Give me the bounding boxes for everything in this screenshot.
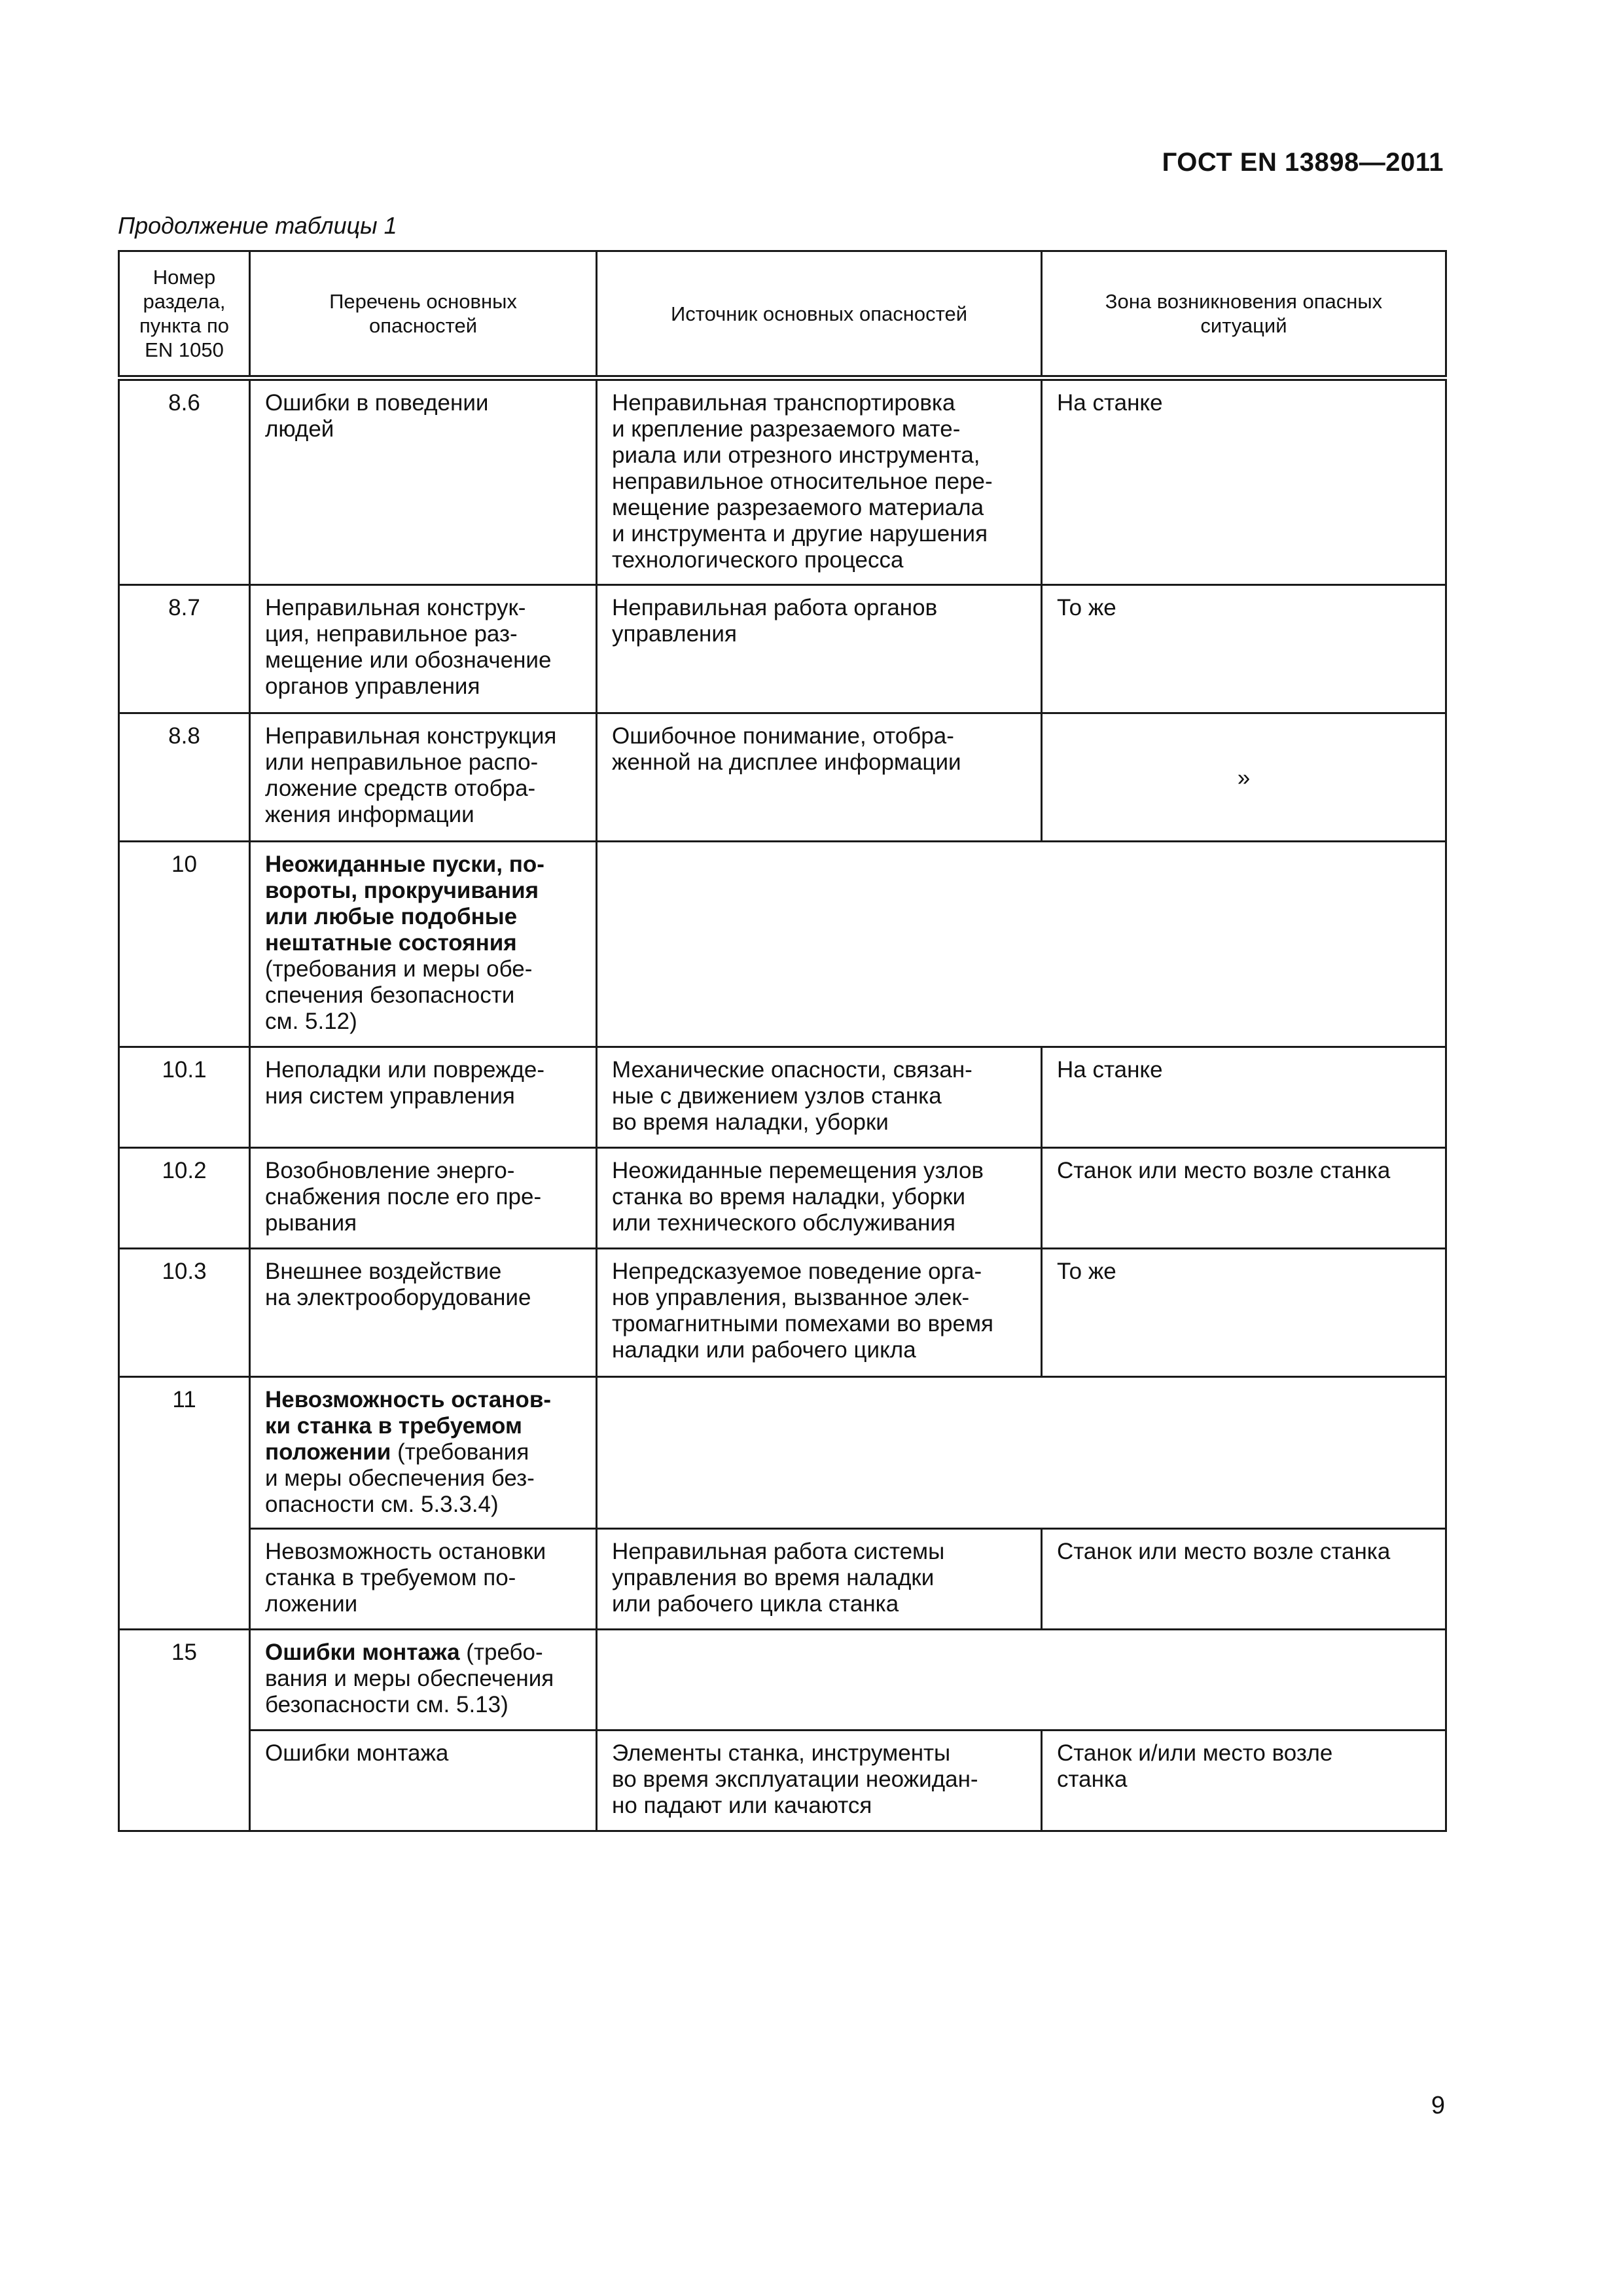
hazard-cell: [250, 585, 597, 713]
zone-cell: [1042, 1047, 1446, 1148]
table-row-section: [119, 842, 1446, 1047]
text-line: Ошибки в поведении: [265, 390, 489, 416]
text-line: технологического процесса: [612, 547, 904, 573]
zone-cell: [1042, 585, 1446, 713]
text-line: Внешнее воздействие: [265, 1259, 502, 1284]
text-line: станка: [1057, 1767, 1128, 1792]
text-line: неправильное относительное пере-: [612, 469, 993, 494]
hazard-section-note: [265, 1666, 581, 1718]
text-line: Ошибки монтажа: [265, 1740, 449, 1766]
text-line: или рабочего цикла станка: [612, 1591, 899, 1617]
text-line: пункта по: [139, 314, 230, 337]
hazard-section-cell: [250, 1630, 597, 1731]
column-header-zone: [1042, 251, 1446, 378]
row-number: 10: [119, 842, 250, 1047]
hazard-section-title-line3: [265, 1439, 581, 1465]
text-line: Неправильная работа органов: [612, 595, 938, 620]
text-line: То же: [1057, 1259, 1116, 1284]
text-line: станка во время наладки, уборки: [612, 1184, 966, 1210]
text-line: Станок или место возле станка: [1057, 1539, 1391, 1564]
text-line: EN 1050: [145, 338, 224, 361]
text-line: Непредсказуемое поведение орга-: [612, 1259, 982, 1284]
text-line: раздела,: [143, 290, 226, 313]
source-cell: [597, 1148, 1042, 1249]
text-line: ные с движением узлов станка: [612, 1083, 942, 1109]
empty-merged-cell: [597, 842, 1446, 1047]
source-cell: [597, 1529, 1042, 1630]
column-header-source: [597, 251, 1042, 378]
row-number: 10.3: [119, 1249, 250, 1377]
row-number: 10.2: [119, 1148, 250, 1249]
text-line: »: [1237, 764, 1251, 791]
hazard-section-title: [265, 852, 581, 956]
zone-cell: [1042, 1529, 1446, 1630]
row-number: 15: [119, 1630, 250, 1831]
table-row: [119, 1148, 1446, 1249]
text-line: Элементы станка, инструменты: [612, 1740, 951, 1766]
text-line: Неполадки или поврежде-: [265, 1057, 545, 1083]
table-body: [119, 378, 1446, 1831]
row-number: 8.8: [119, 713, 250, 842]
source-cell: [597, 1047, 1042, 1148]
table-row: [119, 1047, 1446, 1148]
text-line: вания и меры обеспечения: [265, 1666, 554, 1691]
hazard-section-note: [265, 1465, 581, 1518]
hazard-section-title-line1: Невозможность останов-: [265, 1387, 551, 1412]
table-row-section: [119, 1377, 1446, 1529]
hazard-cell: [250, 1148, 597, 1249]
text-line: управления во время наладки: [612, 1565, 935, 1590]
hazards-table: [118, 250, 1447, 1832]
source-cell: [597, 1731, 1042, 1831]
text-line: и инструмента и другие нарушения: [612, 521, 988, 547]
text-line: Неправильная транспортировка: [612, 390, 955, 416]
text-line: женной на дисплее информации: [612, 749, 961, 775]
text-line: и меры обеспечения без-: [265, 1465, 535, 1491]
text-line: органов управления: [265, 673, 480, 699]
text-line: нештатные состояния: [265, 930, 517, 956]
text-line: или неправильное распо-: [265, 749, 539, 775]
source-cell: [597, 378, 1042, 585]
table-row: [119, 713, 1446, 842]
text-line: Зона возникновения опасных: [1105, 290, 1383, 313]
text-line: мещение разрезаемого материала: [612, 495, 984, 520]
zone-cell: [1042, 1148, 1446, 1249]
text-line: Номер: [152, 266, 216, 289]
text-line: Перечень основных: [329, 290, 517, 313]
text-line: рывания: [265, 1210, 357, 1236]
table-row: [119, 1529, 1446, 1630]
text-line: На станке: [1057, 390, 1163, 416]
text-line: Ошибочное понимание, отобра-: [612, 723, 954, 749]
zone-cell-ditto: [1042, 713, 1446, 842]
text-line: во время эксплуатации неожидан-: [612, 1767, 978, 1792]
column-header-hazards: [250, 251, 597, 378]
hazard-section-title-tail: (требования: [391, 1439, 529, 1465]
empty-merged-cell: [597, 1630, 1446, 1731]
text-line: Неправильная конструк-: [265, 595, 526, 620]
hazard-section-cell: [250, 842, 597, 1047]
hazard-section-title-tail: (требо-: [459, 1640, 543, 1665]
table-row: [119, 1249, 1446, 1377]
text-line: ложение средств отобра-: [265, 776, 536, 801]
text-line: риала или отрезного инструмента,: [612, 442, 980, 468]
text-line: Неожиданные перемещения узлов: [612, 1158, 984, 1183]
text-line: и крепление разрезаемого мате-: [612, 416, 961, 442]
text-line: (требования и меры обе-: [265, 956, 533, 982]
text-line: опасностей: [368, 314, 478, 337]
table-row: [119, 378, 1446, 585]
text-line: Станок и/или место возле: [1057, 1740, 1333, 1766]
text-line: Невозможность остановки: [265, 1539, 546, 1564]
table-header: [119, 251, 1446, 378]
table-row-section: [119, 1630, 1446, 1731]
text-line: мещение или обозначение: [265, 647, 552, 673]
source-cell: [597, 1249, 1042, 1377]
hazard-cell: [250, 1047, 597, 1148]
hazard-cell: [250, 378, 597, 585]
text-line: на электрооборудование: [265, 1285, 531, 1310]
text-line: снабжения после его пре-: [265, 1184, 542, 1210]
text-line: Возобновление энерго-: [265, 1158, 515, 1183]
text-line: Механические опасности, связан-: [612, 1057, 972, 1083]
hazard-section-title-bold: Ошибки монтажа: [265, 1640, 460, 1665]
hazard-section-title-line1: [265, 1640, 581, 1666]
text-line: жения информации: [265, 802, 474, 827]
text-line: ситуаций: [1200, 314, 1287, 337]
text-line: спечения безопасности: [265, 982, 515, 1008]
zone-cell: [1042, 378, 1446, 585]
source-cell: [597, 713, 1042, 842]
hazard-section-cell: [250, 1377, 597, 1529]
text-line: или любые подобные: [265, 904, 518, 929]
hazard-cell: [250, 1249, 597, 1377]
hazard-cell: [250, 1731, 597, 1831]
text-line: см. 5.12): [265, 1009, 357, 1034]
text-line: ция, неправильное раз-: [265, 621, 518, 647]
hazard-section-title-bold: положении: [265, 1439, 391, 1465]
text-line: наладки или рабочего цикла: [612, 1337, 916, 1363]
zone-cell: [1042, 1731, 1446, 1831]
text-line: Неправильная конструкция: [265, 723, 557, 749]
text-line: людей: [265, 416, 334, 442]
text-line: или технического обслуживания: [612, 1210, 955, 1236]
text-line: вороты, прокручивания: [265, 878, 539, 903]
text-line: безопасности см. 5.13): [265, 1692, 508, 1717]
table-row: [119, 1731, 1446, 1831]
text-line: во время наладки, уборки: [612, 1109, 889, 1135]
zone-cell: [1042, 1249, 1446, 1377]
header-row: [119, 251, 1446, 378]
text-line: станка в требуемом по-: [265, 1565, 516, 1590]
source-cell: [597, 585, 1042, 713]
text-line: управления: [612, 621, 737, 647]
text-line: На станке: [1057, 1057, 1163, 1083]
row-number: 8.7: [119, 585, 250, 713]
text-line: То же: [1057, 595, 1116, 620]
hazard-cell: [250, 713, 597, 842]
text-line: Источник основных опасностей: [670, 302, 968, 325]
page-number: 9: [1431, 2092, 1445, 2119]
hazard-section-title-line2: ки станка в требуемом: [265, 1413, 522, 1439]
text-line: Неправильная работа системы: [612, 1539, 945, 1564]
table-caption: Продолжение таблицы 1: [118, 212, 397, 239]
empty-merged-cell: [597, 1377, 1446, 1529]
document-code: ГОСТ EN 13898—2011: [1162, 148, 1444, 177]
text-line: нов управления, вызванное элек-: [612, 1285, 970, 1310]
hazard-section-note: [265, 956, 581, 1035]
text-line: но падают или качаются: [612, 1793, 872, 1818]
text-line: опасности см. 5.3.3.4): [265, 1492, 499, 1517]
text-line: ния систем управления: [265, 1083, 515, 1109]
text-line: тромагнитными помехами во время: [612, 1311, 994, 1336]
hazard-cell: [250, 1529, 597, 1630]
column-header-section-number: [119, 251, 250, 378]
text-line: Станок или место возле станка: [1057, 1158, 1391, 1183]
row-number: 10.1: [119, 1047, 250, 1148]
table-row: [119, 585, 1446, 713]
text-line: Неожиданные пуски, по-: [265, 852, 544, 877]
row-number: 8.6: [119, 378, 250, 585]
text-line: ложении: [265, 1591, 358, 1617]
row-number: 11: [119, 1377, 250, 1630]
